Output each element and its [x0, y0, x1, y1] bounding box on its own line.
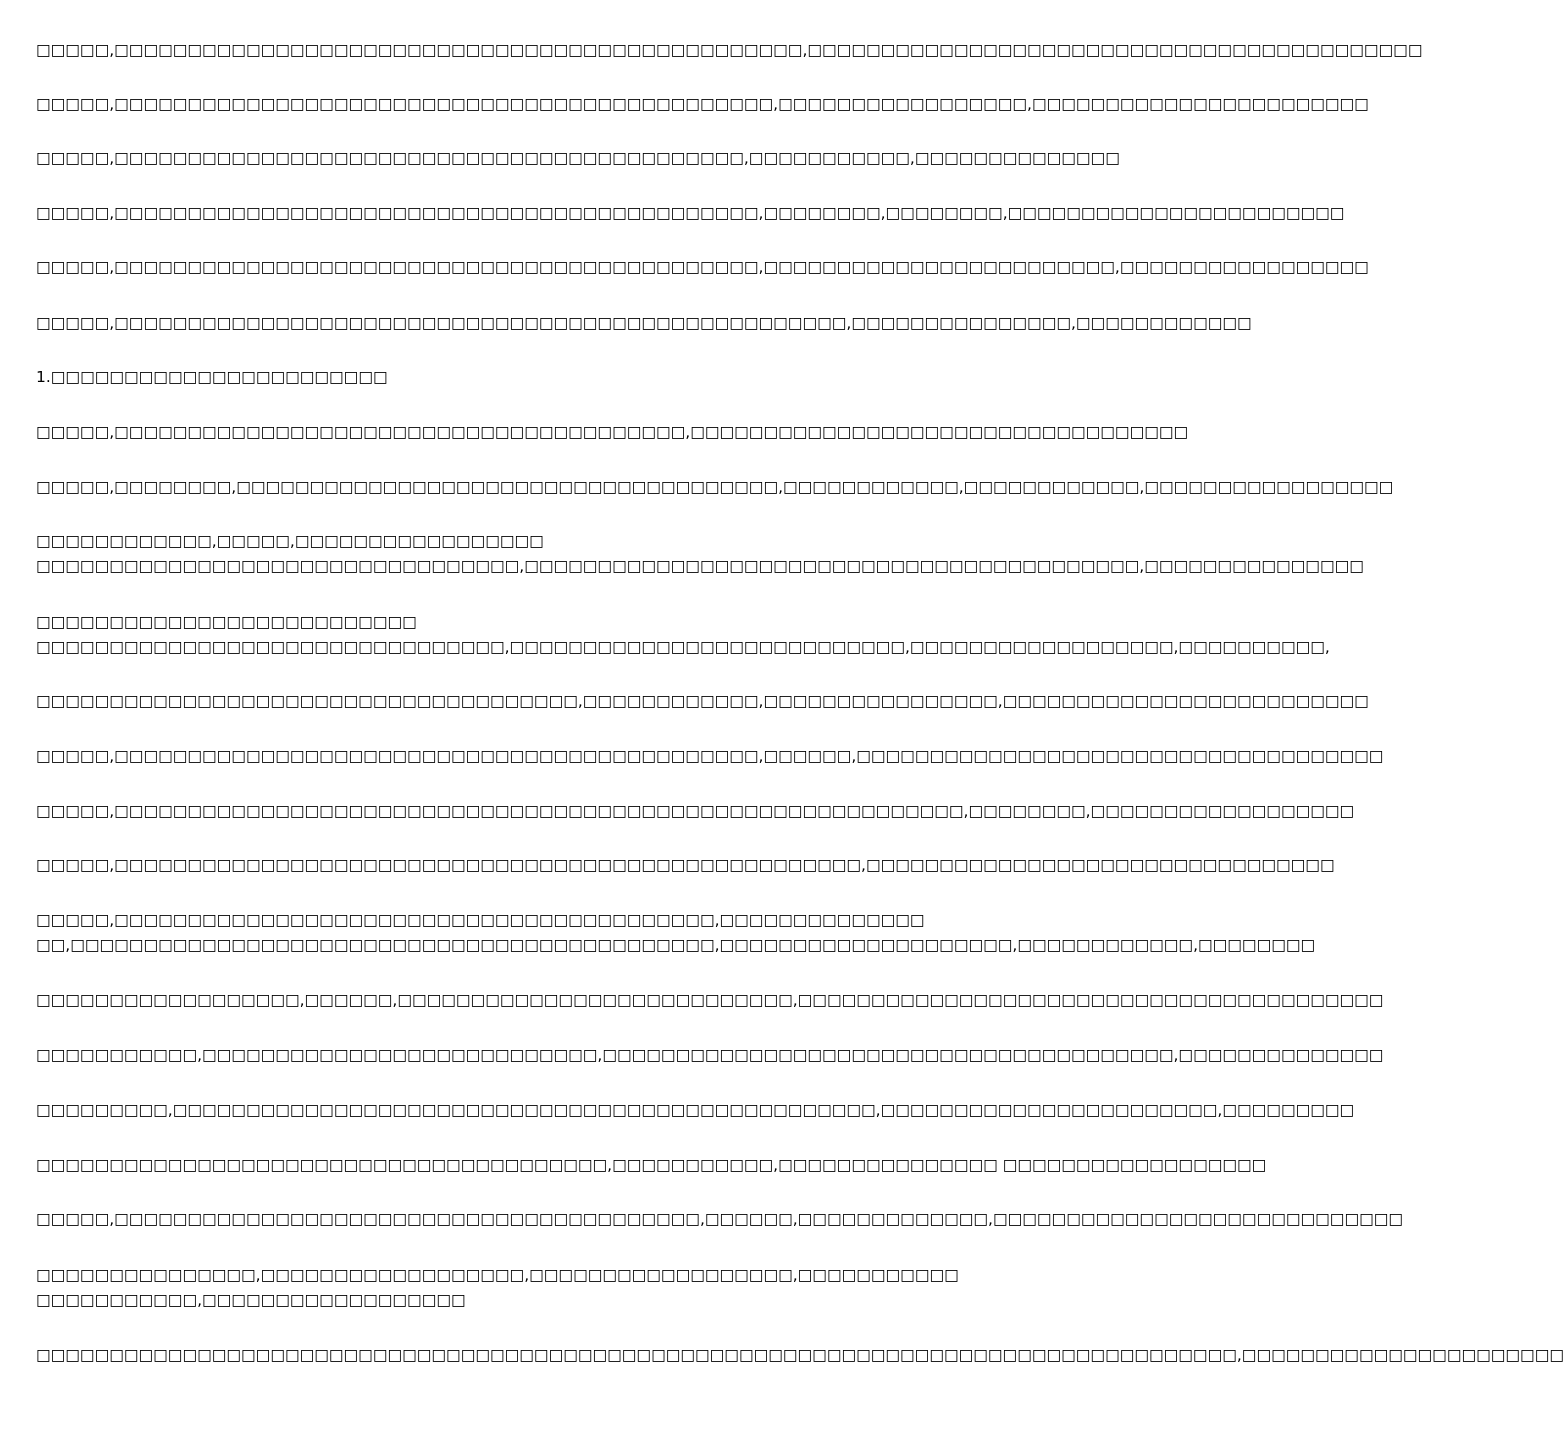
text-line: □□□□□□□□□□□,□□□□□□□□□□□□□□□□□□□□□□□□□□□,□□□□□□□□□□□□□□□□□□□□□□□□□□□□□□□□□□□□□□□,□□□□□□□□□□□□□□: [36, 1046, 1384, 1064]
text-line: □□□□□,□□□□□□□□□□□□□□□□□□□□□□□□□□□□□□□□□□□□□□□□□□□□,□□□□□□,□□□□□□□□□□□□□□□□□□□□□□□□□□□□□□□□□□□□: [36, 747, 1384, 765]
section-heading: 1.□□□□□□□□□□□□□□□□□□□□□□□: [36, 368, 388, 386]
text-line: □□□□□□□□□□□□□□□□□□,□□□□□□,□□□□□□□□□□□□□□□□□□□□□□□□□□□,□□□□□□□□□□□□□□□□□□□□□□□□□□□□□□□□□□□□□□□□: [36, 991, 1384, 1009]
text-line: □□□□□□□□□□□□□□□□□□□□□□□□□□□□□□□□□□□□□,□□□□□□□□□□□□,□□□□□□□□□□□□□□□□,□□□□□□□□□□□□□□□□□□□□□□□□□: [36, 692, 1369, 710]
text-line: □□□□□,□□□□□□□□□□□□□□□□□□□□□□□□□□□□□□□□□□□□□□□□,□□□□□□,□□□□□□□□□□□□□,□□□□□□□□□□□□□□□□□□□□□□□□□□□□: [36, 1210, 1404, 1228]
text-line: □□,□□□□□□□□□□□□□□□□□□□□□□□□□□□□□□□□□□□□□□□□□□□□,□□□□□□□□□□□□□□□□□□□□,□□□□□□□□□□□□,□□□□□□□□: [36, 936, 1316, 954]
text-line: □□□□□□□□□□□□□□□□□□□□□□□□□□: [36, 613, 417, 631]
text-line: □□□□□□□□□□□□□□□□□□□□□□□□□□□□□□□□□□□□□□□,□□□□□□□□□□□,□□□□□□□□□□□□□□□ □□□□□□□□□□□□□□□□□□: [36, 1156, 1267, 1174]
text-line: □□□□□□□□□□□□□□□□□□□□□□□□□□□□□□□□,□□□□□□□□□□□□□□□□□□□□□□□□□□□,□□□□□□□□□□□□□□□□□□,□□□□□□□□□□,: [36, 638, 1330, 656]
text-line: □□□□□,□□□□□□□□□□□□□□□□□□□□□□□□□□□□□□□□□□□□□□□□□□□□□□□□□□,□□□□□□□□□□□□□□□,□□□□□□□□□□□□: [36, 314, 1252, 332]
text-line: □□□□□□□□□□□□□□□,□□□□□□□□□□□□□□□□□□,□□□□□□□□□□□□□□□□□□,□□□□□□□□□□□: [36, 1266, 959, 1284]
text-line: □□□□□,□□□□□□□□□□□□□□□□□□□□□□□□□□□□□□□□□□□□□□□□□□□□□□□□□□□,□□□□□□□□□□□□□□□□□□□□□□□□□□□□□□□□: [36, 856, 1335, 874]
text-line: □□□□□,□□□□□□□□□□□□□□□□□□□□□□□□□□□□□□□□□□□□□□□□□,□□□□□□□□□□□□□□: [36, 911, 925, 929]
text-line: □□□□□,□□□□□□□□□□□□□□□□□□□□□□□□□□□□□□□□□□□□□□□□□□□□□□□,□□□□□□□□□□□□□□□□□□□□□□□□□□□□□□□□□□□□□□□□□□: [36, 41, 1423, 59]
text-line: □□□□□□□□□,□□□□□□□□□□□□□□□□□□□□□□□□□□□□□□□□□□□□□□□□□□□□□□□□,□□□□□□□□□□□□□□□□□□□□□□□,□□□□□□□□□: [36, 1101, 1355, 1119]
text-line: □□□□□,□□□□□□□□□□□□□□□□□□□□□□□□□□□□□□□□□□□□□□□□□□□□,□□□□□□□□□□□□□□□□□□□□□□□□,□□□□□□□□□□□□□□□□□: [36, 258, 1369, 276]
text-line: □□□□□□□□□□□□□□□□□□□□□□□□□□□□□□□□□,□□□□□□□□□□□□□□□□□□□□□□□□□□□□□□□□□□□□□□□□□□,□□□□□□□□□□□□□□□: [36, 557, 1364, 575]
text-line: □□□□□,□□□□□□□□,□□□□□□□□□□□□□□□□□□□□□□□□□□□□□□□□□□□□□,□□□□□□□□□□□□,□□□□□□□□□□□□,□□□□□□□□□□□□□□□□□: [36, 478, 1394, 496]
text-line: □□□□□,□□□□□□□□□□□□□□□□□□□□□□□□□□□□□□□□□□□□□□□□□□□□□,□□□□□□□□□□□□□□□□□,□□□□□□□□□□□□□□□□□□□□□□□: [36, 95, 1369, 113]
text-line: □□□□□□□□□□□,□□□□□□□□□□□□□□□□□□: [36, 1291, 466, 1309]
text-line: □□□□□,□□□□□□□□□□□□□□□□□□□□□□□□□□□□□□□□□□□□□□□□□□□□,□□□□□□□□,□□□□□□□□,□□□□□□□□□□□□□□□□□□□□□□□: [36, 204, 1345, 222]
text-line: □□□□□,□□□□□□□□□□□□□□□□□□□□□□□□□□□□□□□□□□□□□□□□□□□□□□□□□□□□□□□□□□,□□□□□□□□,□□□□□□□□□□□□□□□□□□: [36, 802, 1355, 820]
text-line: □□□□□,□□□□□□□□□□□□□□□□□□□□□□□□□□□□□□□□□□□□□□□,□□□□□□□□□□□□□□□□□□□□□□□□□□□□□□□□□□: [36, 423, 1189, 441]
text-line: □□□□□,□□□□□□□□□□□□□□□□□□□□□□□□□□□□□□□□□□□□□□□□□□□,□□□□□□□□□□□,□□□□□□□□□□□□□□: [36, 149, 1120, 167]
text-line: □□□□□□□□□□□□□□□□□□□□□□□□□□□□□□□□□□□□□□□□□□□□□□□□□□□□□□□□□□□□□□□□□□□□□□□□□□□□□□□□□□,□□□□□□□□□□□□□□□□□□□□□□: [36, 1346, 1564, 1364]
text-line: □□□□□□□□□□□□,□□□□□,□□□□□□□□□□□□□□□□□: [36, 532, 544, 550]
